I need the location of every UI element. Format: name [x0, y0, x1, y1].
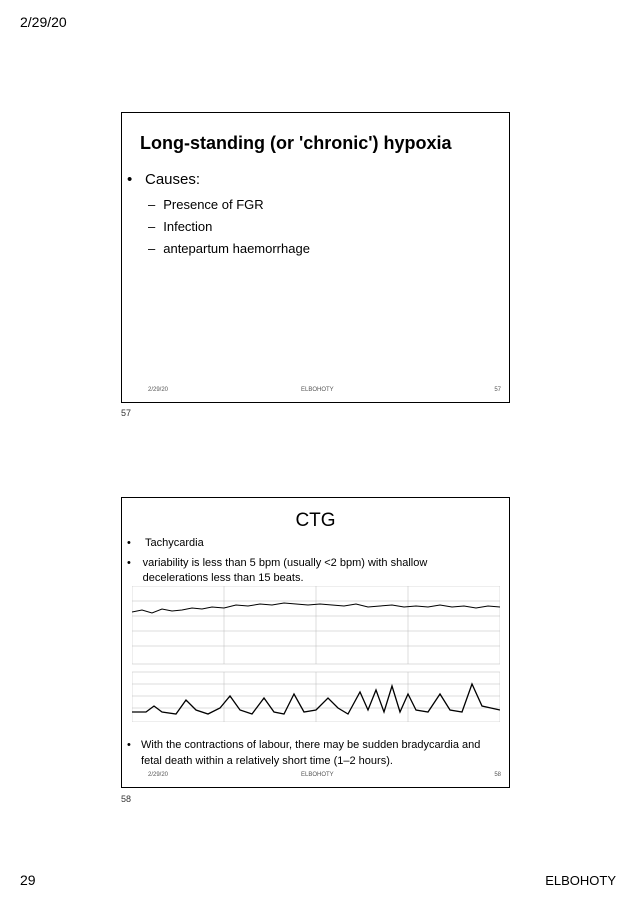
footer-author: ELBOHOTY	[301, 772, 334, 778]
dash-icon: –	[148, 219, 156, 234]
page-author: ELBOHOTY	[545, 873, 616, 888]
bullet-dot-icon: •	[127, 537, 131, 549]
sub-item	[148, 219, 212, 234]
sub-item	[148, 197, 264, 212]
slide-title: CTG	[295, 510, 336, 531]
slide-label: 57	[121, 408, 132, 418]
bullet-dot-icon: •	[127, 171, 133, 188]
footer-date: 2/29/20	[148, 772, 169, 778]
footer-author: ELBOHOTY	[301, 387, 334, 393]
slide-58	[121, 497, 510, 788]
slide-57	[121, 112, 510, 403]
bullet-text: With the contractions of labour, there may be sudden bradycardia and fetal death within a relatively short time (1–2 hours).	[141, 739, 481, 767]
bullet-text: variability is less than 5 bpm (usually <2 bpm) with shallow decelerations less than 15 beats.	[142, 557, 428, 584]
sub-text: antepartum haemorrhage	[163, 241, 310, 256]
bullet-dot-icon: •	[127, 557, 131, 569]
bullet-text: Causes:	[145, 171, 201, 188]
bullet-item	[127, 537, 204, 549]
sub-item	[148, 241, 310, 256]
slide-title: Long-standing (or 'chronic') hypoxia	[140, 133, 452, 153]
page-date: 2/29/20	[20, 14, 67, 30]
sub-text: Infection	[163, 219, 213, 234]
ctg-trace-image	[132, 586, 500, 722]
slide-label: 58	[121, 794, 132, 804]
sub-text: Presence of FGR	[163, 197, 264, 212]
bullet-text: Tachycardia	[145, 537, 204, 549]
footer-slide-number: 58	[494, 772, 501, 778]
dash-icon: –	[148, 197, 156, 212]
bullet-item	[127, 738, 499, 770]
bullet-item	[127, 171, 200, 188]
page-number: 29	[20, 872, 36, 888]
footer-date: 2/29/20	[148, 387, 169, 393]
dash-icon: –	[148, 241, 156, 256]
bullet-dot-icon: •	[127, 739, 131, 751]
bullet-item	[127, 556, 487, 586]
footer-slide-number: 57	[494, 387, 501, 393]
